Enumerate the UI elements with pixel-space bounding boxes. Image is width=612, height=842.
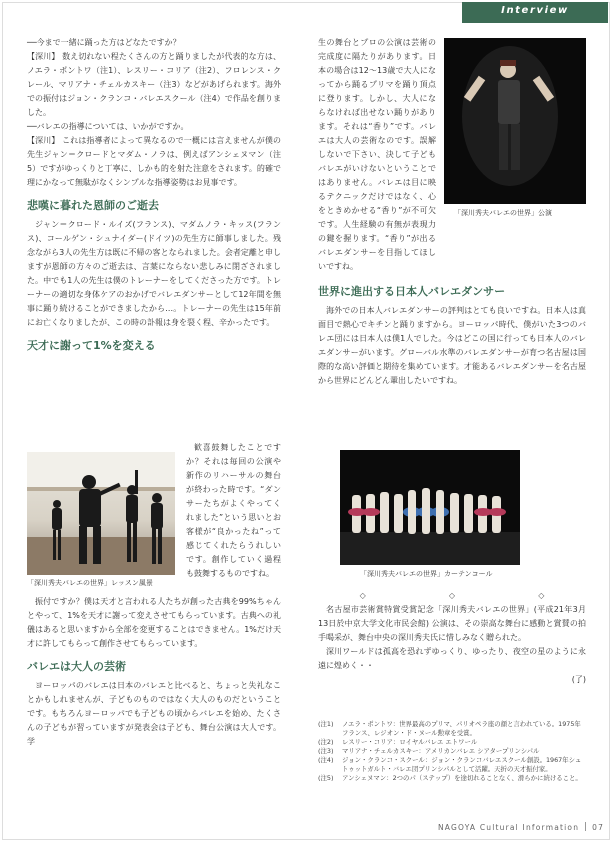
- footnote-key: (注2): [318, 738, 334, 746]
- right-column: [318, 276, 586, 388]
- question-2: ──バレエの指導については、いかがですか。: [27, 122, 189, 131]
- footnote-text: アンシェヌマン：2つのパ（ステップ）を途切れることなく、滑らかに続けること。: [342, 774, 582, 782]
- footnote-key: (注1): [318, 720, 334, 728]
- footnote-row: [318, 738, 586, 747]
- footnotes: [318, 720, 586, 783]
- section-header-bar: [462, 2, 608, 23]
- footnote-row: [318, 720, 586, 738]
- right-lower-column: [318, 603, 586, 687]
- end-mark: (了): [571, 675, 586, 684]
- performance-photo-caption: 「深川秀夫バレエの世界」公演: [454, 209, 552, 217]
- heading-adult-art: バレエは大人の芸術: [27, 660, 126, 673]
- footnote-key: (注3): [318, 747, 334, 755]
- paragraph-stage: 生の舞台とプロの公演は芸術の完成度に隔たりがあります。日本の場合は12〜13歳で大人になってから踊るプリマを踊り頂点に登ります。しかし、大人にならなければ出せない踊りがあります。それは“香り”です。バレエは大人の芸術なのです。誤解しないで下さい、決して子どもバレエがいけないということではありません。バレエは目に映るテクニックだけではなく、心をときめかせる“香り”が不可欠です。人生経験の有無が表現力の鍵を握ります。“香り”が出るバレエダンサーを目指してほしいですね。: [318, 38, 436, 271]
- paragraph-teachers: ジャン＝クロード・ルイズ(フランス)、マダムノラ・キッス(フランス)、コールゲン・シュナイダー(ドイツ)の先生方に師事しました。残念ながら3人の先生方は既に不帰の客となられました。会者定離と申しますが恩師の方々のご逝去は、言葉にならない悲しみに閉ざされました。中でも1人の先生は僕のトレーナーをしてくださった方です。トレーナーの適切な身体ケアのおかげでバレエダンサーとして12年間を無事に踊り続けることができましたから…。トレーナーの先生は15年前にお亡くなりましたが、この時の訃報は身を裂く程、辛かったです。: [27, 220, 281, 327]
- footnote-text: レスリー・コリア：ロイヤルバレエ エトワール: [342, 738, 478, 746]
- footnote-text: ノエラ・ポントワ：世界最高のプリマ、パリオペラ座の顔と言われている。1975年フランス、レジオン・ド・ヌール勲章を受賞。: [342, 720, 581, 737]
- right-narrow-column: [318, 36, 436, 274]
- heading-mourning: 悲嘆に暮れた恩師のご逝去: [27, 199, 159, 212]
- answer-1: 【深川】 数え切れない程たくさんの方と踊りましたが代表的な方は、ノエラ・ポントワ（注1）、レスリー・コリア（注2）、フロレンス・クレール、マリアナ・チェルカスキー（注3）などがあげられます。海外での振付はジョン・クランコ・バレエスクール（注4）で作品を創りました。: [27, 52, 281, 117]
- footnote-row: [318, 756, 586, 774]
- footnote-key: (注5): [318, 774, 334, 782]
- section-header-label: Interview: [501, 5, 569, 16]
- lesson-photo: [27, 452, 175, 575]
- footnote-row: [318, 747, 586, 756]
- divider-diamond: ◇: [538, 591, 545, 600]
- divider-diamond: ◇: [359, 591, 366, 600]
- footnote-text: ジョン・クランコ・スクール：ジョン・クランコバレエスクール創設。1967年シュトゥットガルト・バレエ団プリンシパルとして活躍。天折の天才振付家。: [342, 756, 582, 773]
- publication-name: NAGOYA Cultural Information: [438, 823, 580, 832]
- heading-genius: 天才に謝って1%を変える: [27, 339, 156, 352]
- page-footer: [438, 822, 604, 832]
- paragraph-closing: 深川ワールドは孤高を恐れずゆっくり、ゆったり、夜空の星のように永遠に煌めく・・: [318, 647, 586, 670]
- section-divider: [318, 591, 586, 600]
- footnote-row: [318, 774, 586, 783]
- divider-diamond: ◇: [448, 591, 456, 600]
- answer-2: 【深川】 これは指導者によって異なるので一概には言えませんが僕の先生ジャン＝クロードとマダム・ノラは、例えばアンシェヌマン（注5）ですがゆっくりと丁寧に、しかも的を射た注意をされます。的確で理にかなって無駄がなくシンプルな指導姿勢はお見事です。: [27, 136, 281, 187]
- paragraph-europe: ヨーロッパのバレエは日本のバレエと比べると、ちょっと失礼なことかもしれませんが、子どものものではなく大人のものだということです。もちろんヨーロッパでも子どもの頃からバレエを始め、たくさんの子どもが習っていますが発表会は子ども、舞台公演は大人です。学: [27, 681, 281, 746]
- curtain-call-caption: 「深川秀夫バレエの世界」カーテンコール: [360, 570, 493, 578]
- question-1: ──今まで一緒に踊った方はどなたですか？: [27, 38, 181, 47]
- left-narrow-column: [186, 441, 281, 581]
- paragraph-overseas: 海外での日本人バレエダンサーの評判はとても良いですね。日本人は真面目で熱心でキチンと踊りますから。ヨーロッパ時代、僕がいた3つのバレエ団には日本人は僕1人でした。今はどこの国に行っても日本人のバレエダンサーがいます。グローバル水準のバレエダンサーが育つ名古屋は国際的な高い評価と期待を集めています。才能あるバレエダンサーを名古屋から世界にどんどん輩出したいですね。: [318, 306, 586, 385]
- curtain-call-photo: [340, 450, 520, 565]
- paragraph-award: 名古屋市芸術賞特賞受賞記念「深川秀夫バレエの世界」(平成21年3月13日於中京大学文化市民会館) 公演は、その崇高な舞台に感動と賞賛の拍手喝采が、舞台中央の深川秀夫氏に惜しみなく贈られた。: [318, 605, 586, 642]
- footnote-key: (注4): [318, 756, 334, 764]
- left-column: [27, 36, 281, 358]
- footnote-text: マリアナ・チェルカスキー：アメリカンバレエ シアタープリンシパル: [342, 747, 540, 755]
- left-lower-column: [27, 595, 281, 749]
- page-number: 07: [592, 823, 605, 832]
- performance-photo: [444, 38, 586, 204]
- heading-world: 世界に進出する日本人バレエダンサー: [318, 285, 506, 298]
- paragraph-joy: 歓喜鼓舞したことですか？それは毎回の公演や新作のリハーサルの舞台が終わった時です。“ダンサーたちがよくやってくれました”という思いとお客様が“良かったね”って感じてくれたらうれしいです。創作していく過程も鼓舞するものですね。: [186, 443, 281, 578]
- paragraph-choreography: 振付ですか？僕は天才と言われる人たちが創った古典を99%ちゃんとやって、1%を天才に謝って変えさせてもらっています。古典への礼儀はあると思いますから全部を変更することはできません。1%だけ天才に許してもらって創作させてもらっています。: [27, 597, 281, 648]
- lesson-photo-caption: 「深川秀夫バレエの世界」レッスン風景: [27, 579, 153, 587]
